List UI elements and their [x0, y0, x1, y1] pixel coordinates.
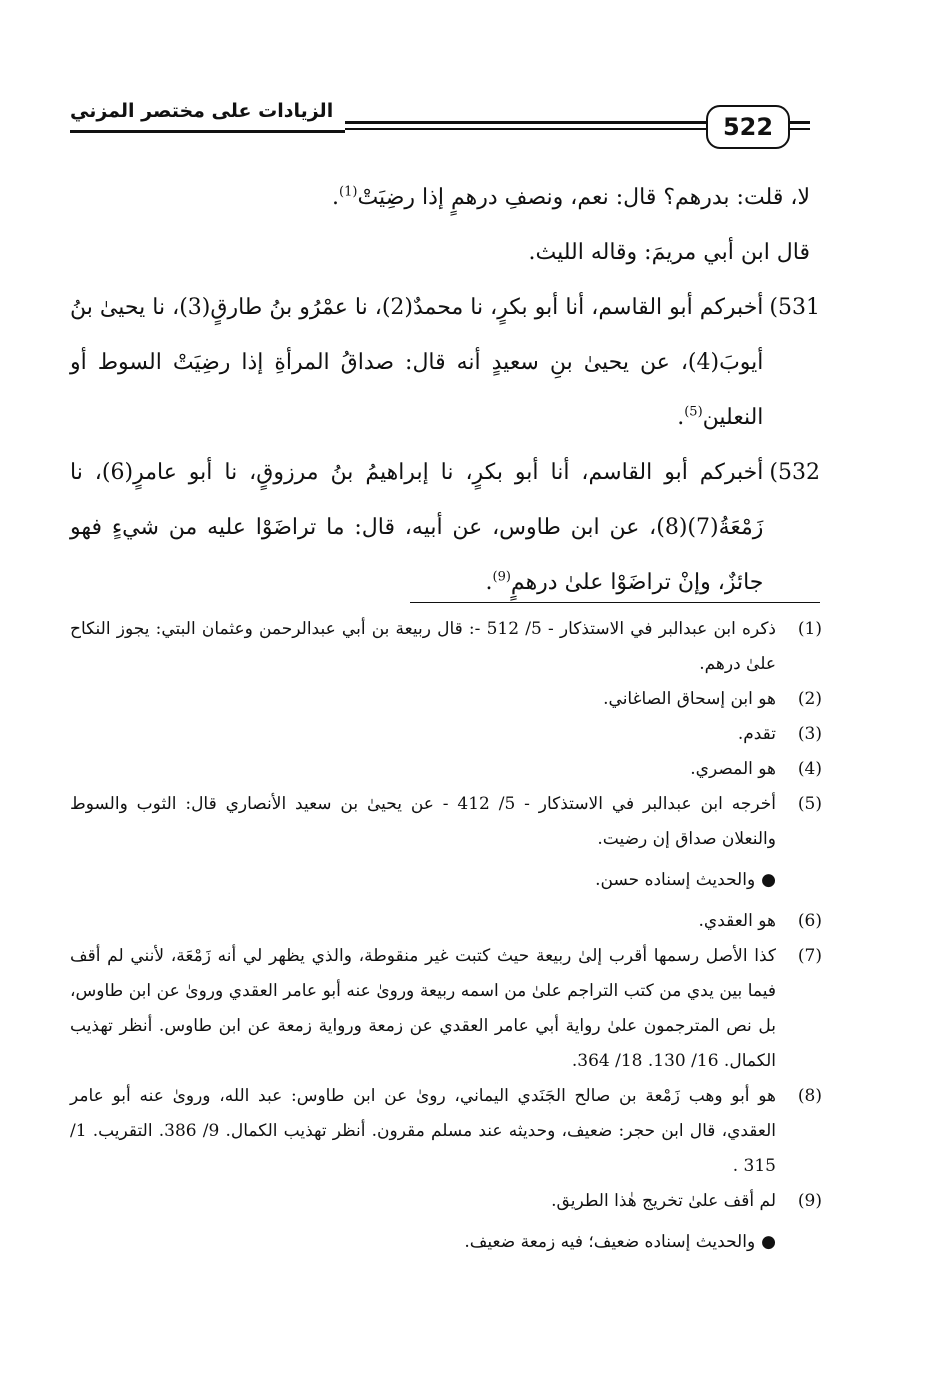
- footnote-text: هو أبو وهب زَمْعة بن صالح الجَنَدي اليماني، روىٰ عن ابن طاوس: عبد الله، وروىٰ عنه أبو عامر العقدي، قال ابن حجر: ضعيف، وحديثه عند مسلم مقرون. أنظر تهذيب الكمال. 9/ 386. التقريب. 1/ 315 .: [70, 1086, 777, 1176]
- paragraph-tail: .: [485, 570, 493, 595]
- title-underline: [70, 130, 345, 133]
- bullet-icon: ●: [761, 1232, 776, 1252]
- footnote-text: تقدم.: [737, 724, 776, 744]
- footnote: [70, 682, 822, 717]
- footnote: [70, 717, 822, 752]
- paragraph-text: لا، قلت: بدرهم؟ قال: نعم، ونصفِ درهمٍ إذا رضِيَتْ: [357, 185, 810, 210]
- footnote-separator: [410, 602, 820, 603]
- footnote-text: هو ابن إسحاق الصاغاني.: [603, 689, 776, 709]
- hadith-number: 531): [769, 295, 820, 320]
- footnote: [70, 612, 822, 682]
- grading-note: [70, 1225, 822, 1260]
- paragraph-tail: .: [677, 405, 685, 430]
- footnote-number: (1): [797, 619, 822, 639]
- footnote-number: (7): [797, 946, 822, 966]
- running-title: الزيادات على مختصر المزني: [70, 100, 334, 122]
- grading-note: [70, 863, 822, 898]
- page-number: 522: [706, 105, 790, 149]
- hadith-body: أخبركم أبو القاسم، أنا أبو بكرٍ، نا محمدٌ(2)، نا عمْرُو بنُ طارقٍ(3)، نا يحيىٰ بنُ أيوبَ(4)، عن يحيىٰ بنِ سعيدٍ أنه قال: صداقُ المرأةِ إذا رضِيَتْ السوط أو النعلين: [70, 295, 764, 430]
- footnote-ref: (1): [339, 184, 358, 200]
- bullet-icon: ●: [761, 870, 776, 890]
- footnote-ref: (9): [492, 569, 511, 585]
- main-text: [70, 170, 820, 610]
- paragraph: [70, 170, 820, 225]
- footnote: [70, 1184, 822, 1219]
- hadith-532: [70, 445, 820, 610]
- footnotes: [70, 612, 822, 1266]
- footnote-number: (3): [797, 724, 822, 744]
- note-text: والحديث إسناده حسن.: [595, 870, 756, 890]
- page-header: [70, 88, 810, 148]
- footnote-number: (8): [797, 1086, 822, 1106]
- footnote: [70, 787, 822, 857]
- hadith-number: 532): [769, 460, 820, 485]
- footnote: [70, 1079, 822, 1184]
- footnote-number: (9): [797, 1191, 822, 1211]
- footnote-number: (2): [797, 689, 822, 709]
- footnote-ref: (5): [684, 404, 703, 420]
- footnote-text: هو المصري.: [690, 759, 776, 779]
- footnote-text: أخرجه ابن عبدالبر في الاستذكار - 5/ 412 - عن يحيىٰ بن سعيد الأنصاري قال: الثوب والسوط والنعلان صداق إن رضيت.: [70, 794, 776, 849]
- paragraph-text: قال ابن أبي مريمَ: وقاله الليث.: [528, 240, 810, 265]
- footnote: [70, 752, 822, 787]
- footnote-text: هو العقدي.: [698, 911, 776, 931]
- hadith-body: أخبركم أبو القاسم، أنا أبو بكرٍ، نا إبراهيمُ بنُ مرزوقٍ، نا أبو عامرٍ(6)، نا زَمْعَةُ(7)(8)، عن ابن طاوس، عن أبيه، قال: ما تراضَوْا عليه من شيءٍ فهو جائزٌ، وإنْ تراضَوْا علىٰ درهمٍ: [70, 460, 764, 595]
- paragraph: [70, 225, 820, 280]
- footnote: [70, 939, 822, 1079]
- paragraph-tail: .: [332, 185, 340, 210]
- footnote-number: (5): [797, 794, 822, 814]
- hadith-text: [70, 445, 763, 610]
- note-text: والحديث إسناده ضعيف؛ فيه زمعة ضعيف.: [464, 1232, 756, 1252]
- footnote-number: (6): [797, 911, 822, 931]
- footnote: [70, 904, 822, 939]
- hadith-text: [70, 280, 763, 445]
- footnote-text: كذا الأصل رسمها أقرب إلىٰ ربيعة حيث كتبت غير منقوطة، والذي يظهر لي أنه زَمْعَة، لأنني لم أقف فيما بين يدي من كتب التراجم علىٰ من اسمه ربيعة وروىٰ عنه أبو عامر العقدي وروىٰ عن ابن طاوس، بل نص المترجمون علىٰ رواية أبي عامر العقدي عن زمعة ورواية زمعة عن ابن طاوس. أنظر تهذيب الكمال. 16/ 130. 18/ 364.: [70, 946, 776, 1071]
- footnote-number: (4): [797, 759, 822, 779]
- footnote-text: ذكره ابن عبدالبر في الاستذكار - 5/ 512 -: قال ربيعة بن أبي عبدالرحمن وعثمان البتي: يجوز النكاح علىٰ درهم.: [70, 619, 776, 674]
- footnote-text: لم أقف علىٰ تخريج هٰذا الطريق.: [551, 1191, 776, 1211]
- hadith-531: [70, 280, 820, 445]
